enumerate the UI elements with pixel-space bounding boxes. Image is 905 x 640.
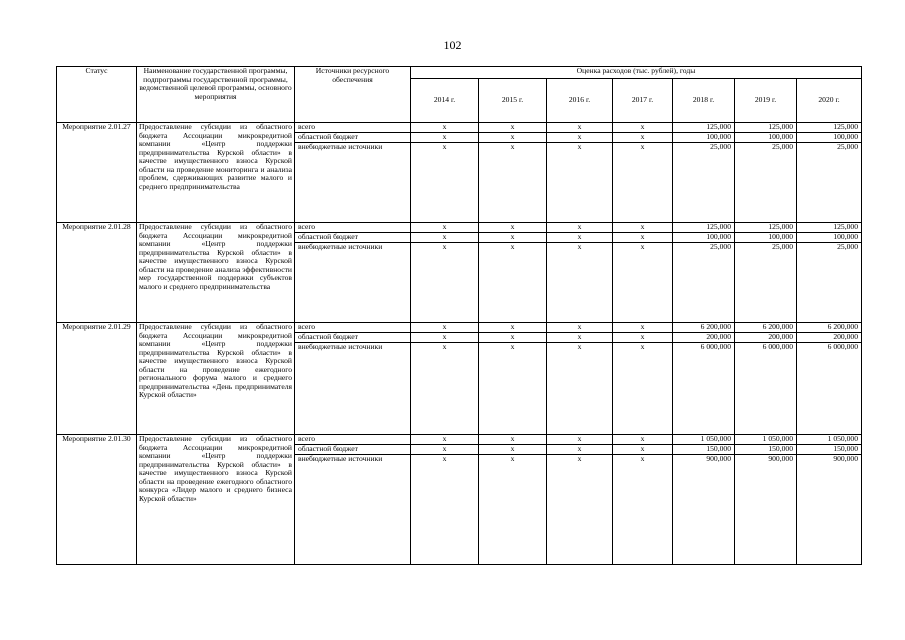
year-value: 125,000 — [735, 123, 797, 133]
expenditure-table — [56, 66, 862, 565]
funding-source: областной бюджет — [295, 133, 411, 143]
year-value: 25,000 — [797, 143, 862, 223]
year-value: 900,000 — [797, 455, 862, 565]
year-value: 150,000 — [673, 445, 735, 455]
year-value: x — [547, 343, 613, 435]
year-value: 900,000 — [735, 455, 797, 565]
year-value: 100,000 — [797, 233, 862, 243]
table-row — [57, 223, 862, 233]
year-value: x — [613, 243, 673, 323]
funding-source: всего — [295, 323, 411, 333]
year-value: 125,000 — [673, 223, 735, 233]
year-value: x — [479, 445, 547, 455]
funding-source: внебюджетные источники — [295, 343, 411, 435]
year-value: x — [613, 455, 673, 565]
funding-source: всего — [295, 123, 411, 133]
year-value: x — [547, 123, 613, 133]
header-year: 2014 г. — [411, 79, 479, 123]
funding-source: внебюджетные источники — [295, 243, 411, 323]
year-value: x — [411, 123, 479, 133]
year-value: 6 200,000 — [797, 323, 862, 333]
year-value: x — [479, 233, 547, 243]
year-value: 150,000 — [797, 445, 862, 455]
year-value: x — [479, 133, 547, 143]
header-status: Статус — [57, 67, 137, 123]
year-value: 1 050,000 — [673, 435, 735, 445]
header-year: 2016 г. — [547, 79, 613, 123]
table-row — [57, 435, 862, 445]
year-value: x — [547, 223, 613, 233]
year-value: 1 050,000 — [797, 435, 862, 445]
year-value: x — [547, 133, 613, 143]
table-row — [57, 123, 862, 133]
activity-name: Предоставление субсидии из областного бюджета Ассоциации микрокредитной компании «Центр поддержки предпринимательства Курской области» в качестве имущественного взноса Курской области на проведение ежегодного областного конкурса «Лидер малого и среднего бизнеса Курской области» — [137, 435, 295, 565]
year-value: 25,000 — [673, 243, 735, 323]
header-year: 2019 г. — [735, 79, 797, 123]
year-value: x — [613, 343, 673, 435]
year-value: 6 000,000 — [735, 343, 797, 435]
year-value: 6 200,000 — [735, 323, 797, 333]
year-value: x — [613, 143, 673, 223]
year-value: 900,000 — [673, 455, 735, 565]
table-header — [57, 67, 862, 123]
funding-source: областной бюджет — [295, 445, 411, 455]
table-body — [57, 123, 862, 565]
year-value: x — [479, 223, 547, 233]
funding-source: всего — [295, 223, 411, 233]
year-value: x — [547, 233, 613, 243]
year-value: x — [411, 323, 479, 333]
year-value: x — [613, 333, 673, 343]
year-value: 100,000 — [673, 233, 735, 243]
year-value: x — [613, 233, 673, 243]
header-estimate: Оценка расходов (тыс. рублей), годы — [411, 67, 862, 79]
header-year: 2020 г. — [797, 79, 862, 123]
year-value: x — [479, 323, 547, 333]
year-value: 100,000 — [673, 133, 735, 143]
year-value: x — [479, 455, 547, 565]
year-value: x — [613, 323, 673, 333]
year-value: 200,000 — [735, 333, 797, 343]
year-value: 25,000 — [673, 143, 735, 223]
header-year: 2015 г. — [479, 79, 547, 123]
activity-status: Мероприятие 2.01.27 — [57, 123, 137, 223]
header-year: 2018 г. — [673, 79, 735, 123]
year-value: 125,000 — [735, 223, 797, 233]
year-value: x — [547, 435, 613, 445]
year-value: 25,000 — [735, 143, 797, 223]
year-value: 6 000,000 — [673, 343, 735, 435]
year-value: 200,000 — [673, 333, 735, 343]
table-row — [57, 323, 862, 333]
year-value: x — [479, 333, 547, 343]
year-value: x — [411, 445, 479, 455]
year-value: 125,000 — [797, 223, 862, 233]
activity-name: Предоставление субсидии из областного бюджета Ассоциации микрокредитной компании «Центр поддержки предпринимательства Курской области» в качестве имущественного взноса Курской области на проведение ежегодного регионального форума малого и среднего предпринимательства «День предпринимателя Курской области» — [137, 323, 295, 435]
year-value: 6 200,000 — [673, 323, 735, 333]
year-value: 100,000 — [735, 133, 797, 143]
year-value: x — [547, 445, 613, 455]
year-value: x — [613, 435, 673, 445]
year-value: x — [613, 445, 673, 455]
activity-status: Мероприятие 2.01.30 — [57, 435, 137, 565]
year-value: 6 000,000 — [797, 343, 862, 435]
year-value: x — [547, 143, 613, 223]
year-value: 200,000 — [797, 333, 862, 343]
year-value: x — [613, 223, 673, 233]
page-number: 102 — [443, 38, 462, 52]
year-value: x — [547, 243, 613, 323]
year-value: x — [411, 435, 479, 445]
year-value: x — [411, 343, 479, 435]
funding-source: всего — [295, 435, 411, 445]
year-value: x — [479, 243, 547, 323]
year-value: x — [411, 143, 479, 223]
year-value: x — [411, 333, 479, 343]
year-value: x — [479, 123, 547, 133]
year-value: x — [411, 455, 479, 565]
year-value: x — [547, 323, 613, 333]
funding-source: внебюджетные источники — [295, 143, 411, 223]
year-value: 125,000 — [797, 123, 862, 133]
header-sources: Источники ресурсного обеспечения — [295, 67, 411, 123]
activity-status: Мероприятие 2.01.28 — [57, 223, 137, 323]
year-value: x — [479, 343, 547, 435]
year-value: 25,000 — [735, 243, 797, 323]
activity-name: Предоставление субсидии из областного бюджета Ассоциации микрокредитной компании «Центр поддержки предпринимательства Курской области» в качестве имущественного взноса Курской области на проведение мониторинга и анализа проблем, сдерживающих развитие малого и среднего предпринимательства — [137, 123, 295, 223]
year-value: 1 050,000 — [735, 435, 797, 445]
year-value: 125,000 — [673, 123, 735, 133]
year-value: x — [411, 223, 479, 233]
year-value: x — [547, 455, 613, 565]
year-value: x — [411, 243, 479, 323]
year-value: 100,000 — [797, 133, 862, 143]
funding-source: областной бюджет — [295, 233, 411, 243]
year-value: x — [613, 123, 673, 133]
year-value: x — [479, 435, 547, 445]
header-year: 2017 г. — [613, 79, 673, 123]
year-value: x — [547, 333, 613, 343]
year-value: 100,000 — [735, 233, 797, 243]
year-value: x — [479, 143, 547, 223]
header-name: Наименование государственной программы, подпрограммы государственной программы, ведомственной целевой программы, основного мероприятия — [137, 67, 295, 123]
activity-status: Мероприятие 2.01.29 — [57, 323, 137, 435]
year-value: x — [411, 233, 479, 243]
year-value: 150,000 — [735, 445, 797, 455]
funding-source: внебюджетные источники — [295, 455, 411, 565]
funding-source: областной бюджет — [295, 333, 411, 343]
year-value: x — [411, 133, 479, 143]
year-value: 25,000 — [797, 243, 862, 323]
year-value: x — [613, 133, 673, 143]
activity-name: Предоставление субсидии из областного бюджета Ассоциации микрокредитной компании «Центр поддержки предпринимательства Курской области» в качестве имущественного взноса Курской области на проведение анализа эффективности мер государственной поддержки субъектов малого и среднего предпринимательства — [137, 223, 295, 323]
